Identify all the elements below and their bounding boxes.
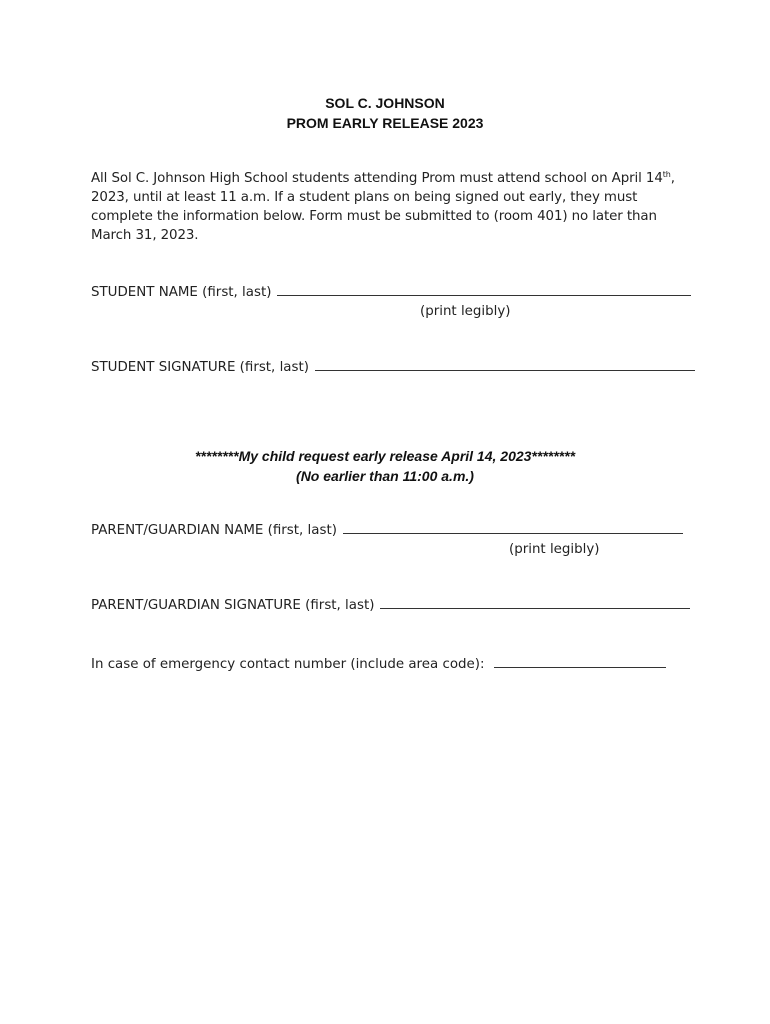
parent-name-hint: (print legibly): [509, 542, 600, 557]
student-signature-field: [91, 360, 695, 375]
student-signature-blank[interactable]: [315, 360, 695, 371]
parent-signature-field: [91, 598, 690, 613]
emergency-contact-field: [91, 657, 666, 672]
intro-superscript: th: [662, 170, 671, 179]
student-name-label: STUDENT NAME (first, last): [91, 285, 272, 300]
intro-paragraph: [91, 169, 681, 245]
emergency-contact-blank[interactable]: [494, 657, 666, 668]
early-release-request-notice: ********My child request early release April 14, 2023********: [194, 448, 576, 464]
student-name-field: [91, 285, 691, 300]
student-name-blank[interactable]: [277, 285, 691, 296]
intro-line-1: [91, 169, 681, 188]
parent-name-field: [91, 523, 683, 538]
parent-signature-blank[interactable]: [380, 598, 690, 609]
parent-signature-label: PARENT/GUARDIAN SIGNATURE (first, last): [91, 598, 375, 613]
intro-line-2: 2023, until at least 11 a.m. If a student plans on being signed out early, they must: [91, 190, 638, 205]
student-signature-label: STUDENT SIGNATURE (first, last): [91, 360, 309, 375]
parent-name-label: PARENT/GUARDIAN NAME (first, last): [91, 523, 337, 538]
form-title-heading: PROM EARLY RELEASE 2023: [286, 115, 484, 131]
intro-line-1-text: All Sol C. Johnson High School students attending Prom must attend school on April 14: [91, 171, 663, 186]
earliest-time-notice: (No earlier than 11:00 a.m.): [296, 468, 474, 484]
student-name-hint: (print legibly): [420, 304, 511, 319]
parent-name-blank[interactable]: [343, 523, 683, 534]
intro-line-4: March 31, 2023.: [91, 228, 199, 243]
intro-line-1-end: ,: [670, 171, 675, 186]
school-name-heading: SOL C. JOHNSON: [325, 95, 445, 111]
emergency-contact-label: In case of emergency contact number (include area code):: [91, 657, 485, 672]
intro-line-3: complete the information below. Form must be submitted to (room 401) no later than: [91, 209, 657, 224]
